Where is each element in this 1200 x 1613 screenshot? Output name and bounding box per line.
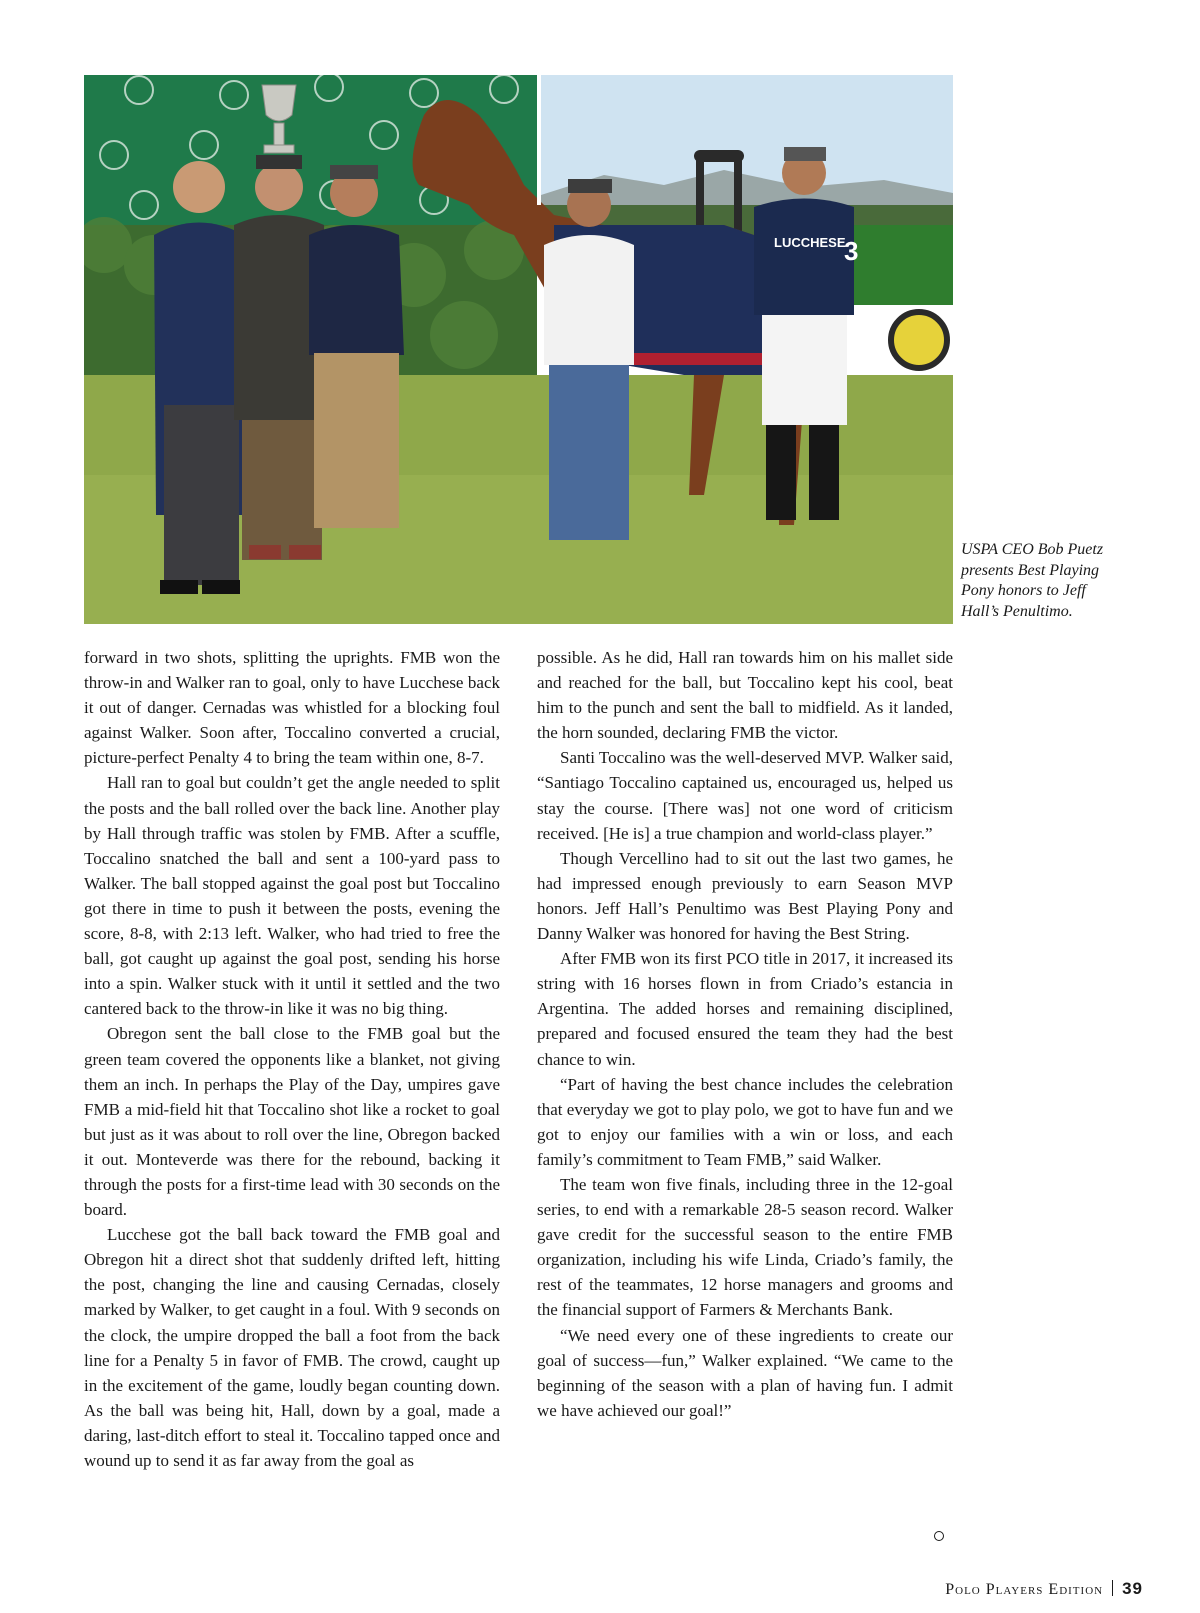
paragraph: Lucchese got the ball back toward the FMB goal and Obregon hit a direct shot that suddenly drifted left, hitting the post, changing the line and causing Cernadas, closely marked by Walker, to get caught in a foul. With 9 seconds on the clock, the umpire dropped the ball a foot from the back line for a Penalty 5 in favor of FMB. The crowd, caught up in the excitement of the game, loudly began counting down. As the ball was being hit, Hall, down by a goal, made a daring, last-ditch effort to steal it. Toccalino tapped once and wound up to send it as far away from the goal as bbox=[84, 1225, 500, 1470]
jersey-number: 3 bbox=[844, 236, 859, 266]
paragraph: “We need every one of these ingredients to create our goal of success—fun,” Walker explained. “We came to the beginning of the season with a plan of having fun. I admit we have achieved our goal!” bbox=[537, 1325, 953, 1420]
magazine-name: Polo Players Edition bbox=[945, 1581, 1104, 1598]
article-column-right bbox=[537, 645, 953, 1423]
jersey-text: LUCCHESE bbox=[774, 235, 846, 250]
page-number: 39 bbox=[1122, 1579, 1143, 1598]
paragraph: forward in two shots, splitting the uprights. FMB won the throw-in and Walker ran to goal, only to have Lucchese back it out of danger. Cernadas was whistled for a blocking foul against Walker. Soon after, Toccalino converted a crucial, picture-perfect Penalty 4 to bring the team within one, 8-7. bbox=[84, 648, 500, 768]
award-ceremony-photo-icon bbox=[84, 75, 953, 624]
paragraph: Though Vercellino had to sit out the last two games, he had impressed enough previously to earn Season MVP honors. Jeff Hall’s Penultimo was Best Playing Pony and Danny Walker was honored for having the Best String. bbox=[537, 848, 953, 944]
paragraph: After FMB won its first PCO title in 2017, it increased its string with 16 horses flown in from Criado’s estancia in Argentina. The added horses and remaining disciplined, prepared and focused ensured the team they had the best chance to win. bbox=[537, 949, 953, 1069]
photo-caption: USPA CEO Bob Puetz presents Best Playing Pony honors to Jeff Hall’s Penultimo. bbox=[961, 541, 1104, 620]
footer-divider bbox=[1112, 1580, 1113, 1596]
end-of-article-icon bbox=[934, 1531, 944, 1541]
paragraph: possible. As he did, Hall ran towards him on his mallet side and reached for the ball, but Toccalino kept his cool, beat him to the punch and sent the ball to midfield. As it landed, the horn sounded, declaring FMB the victor. bbox=[537, 648, 953, 743]
paragraph: The team won five finals, including three in the 12-goal series, to end with a remarkable 28-5 season record. Walker gave credit for the successful season to the entire FMB organization, including his wife Linda, Criado’s family, the rest of the teammates, 12 horse managers and grooms and the financial support of Farmers & Merchants Bank. bbox=[537, 1174, 953, 1320]
paragraph: Obregon sent the ball close to the FMB goal but the green team covered the opponents like a blanket, not giving them an inch. In perhaps the Play of the Day, umpires gave FMB a mid-field hit that Toccalino shot like a rocket to goal but just as it was about to roll over the line, Obregon backed it out. Monteverde was there for the rebound, backing it through the posts for a first-time lead with 30 seconds on the board. bbox=[84, 1024, 500, 1220]
page-footer bbox=[945, 1579, 1143, 1599]
paragraph: “Part of having the best chance includes the celebration that everyday we got to play polo, we got to have fun and we got to enjoy our families with a win or loss, and each family’s commitment to Team FMB,” said Walker. bbox=[537, 1074, 953, 1169]
article-column-left bbox=[84, 645, 500, 1473]
paragraph: Hall ran to goal but couldn’t get the angle needed to split the posts and the ball rolled over the back line. Another play by Hall through traffic was stolen by FMB. After a scuffle, Toccalino snatched the ball and sent a 100-yard pass to Walker. The ball stopped against the goal post but Toccalino got there in time to push it between the posts, evening the score, 8-8, with 2:13 left. Walker, who had tried to free the ball, got caught up against the goal post, sending his horse into a spin. Walker stuck with it until it settled and the two cantered back to the throw-in like it was no big thing. bbox=[84, 773, 500, 1019]
award-photo bbox=[84, 75, 953, 624]
paragraph: Santi Toccalino was the well-deserved MVP. Walker said, “Santiago Toccalino captained us, encouraged us, helped us stay the course. [There was] not one word of criticism received. [He is] a true champion and world-class player.” bbox=[537, 748, 953, 843]
